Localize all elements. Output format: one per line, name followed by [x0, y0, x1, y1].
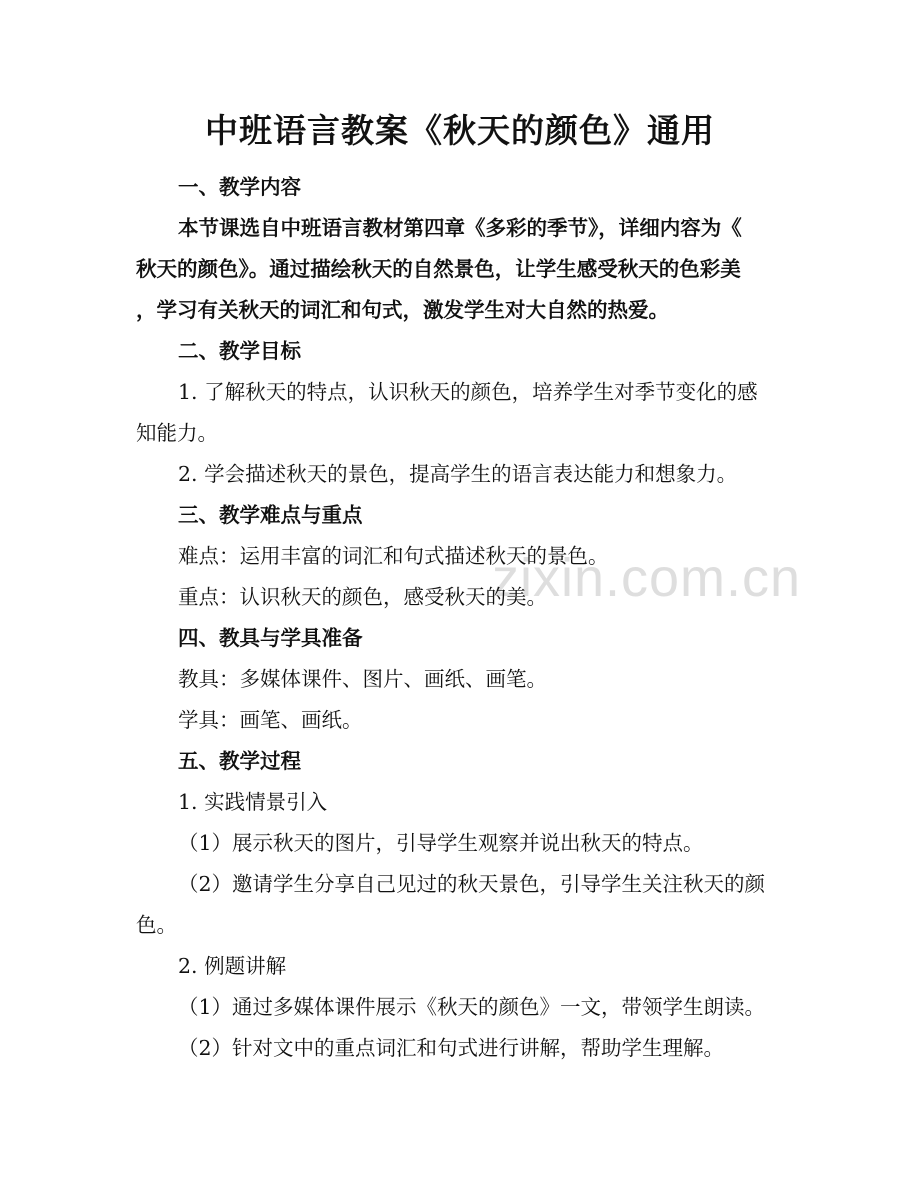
paragraph-line: 秋天的颜色》。通过描绘秋天的自然景色，让学生感受秋天的色彩美 [136, 257, 741, 281]
document-title: 中班语言教案《秋天的颜色》通用 [205, 111, 715, 150]
paragraph-line: 重点：认识秋天的颜色，感受秋天的美。 [178, 585, 547, 609]
paragraph-line: 1. 实践情景引入 [178, 790, 328, 814]
section-heading-process: 五、教学过程 [178, 749, 301, 773]
section-heading-goals: 二、教学目标 [178, 339, 301, 363]
section-heading-difficulties: 三、教学难点与重点 [178, 503, 363, 527]
paragraph-line: 2. 学会描述秋天的景色，提高学生的语言表达能力和想象力。 [178, 462, 738, 486]
watermark: zixin.com.cn [492, 548, 802, 608]
paragraph-line: 2. 例题讲解 [178, 954, 287, 978]
paragraph-line: ，学习有关秋天的词汇和句式，激发学生对大自然的热爱。 [136, 298, 669, 322]
paragraph-line: 学具：画笔、画纸。 [178, 708, 363, 732]
section-heading-content: 一、教学内容 [178, 175, 301, 199]
paragraph-line: 知能力。 [136, 421, 218, 445]
paragraph-line: （1）展示秋天的图片，引导学生观察并说出秋天的特点。 [178, 831, 704, 855]
paragraph-line: （2）邀请学生分享自己见过的秋天景色，引导学生关注秋天的颜 [178, 872, 766, 896]
paragraph-line: 1. 了解秋天的特点，认识秋天的颜色，培养学生对季节变化的感 [178, 380, 758, 404]
paragraph-line: 难点：运用丰富的词汇和句式描述秋天的景色。 [178, 544, 609, 568]
paragraph-line: 教具：多媒体课件、图片、画纸、画笔。 [178, 667, 547, 691]
paragraph-line: 本节课选自中班语言教材第四章《多彩的季节》，详细内容为《 [178, 216, 742, 240]
section-heading-materials: 四、教具与学具准备 [178, 626, 363, 650]
paragraph-line: （2）针对文中的重点词汇和句式进行讲解，帮助学生理解。 [178, 1036, 725, 1060]
paragraph-line: （1）通过多媒体课件展示《秋天的颜色》一文，带领学生朗读。 [178, 995, 766, 1019]
paragraph-line: 色。 [136, 913, 177, 937]
